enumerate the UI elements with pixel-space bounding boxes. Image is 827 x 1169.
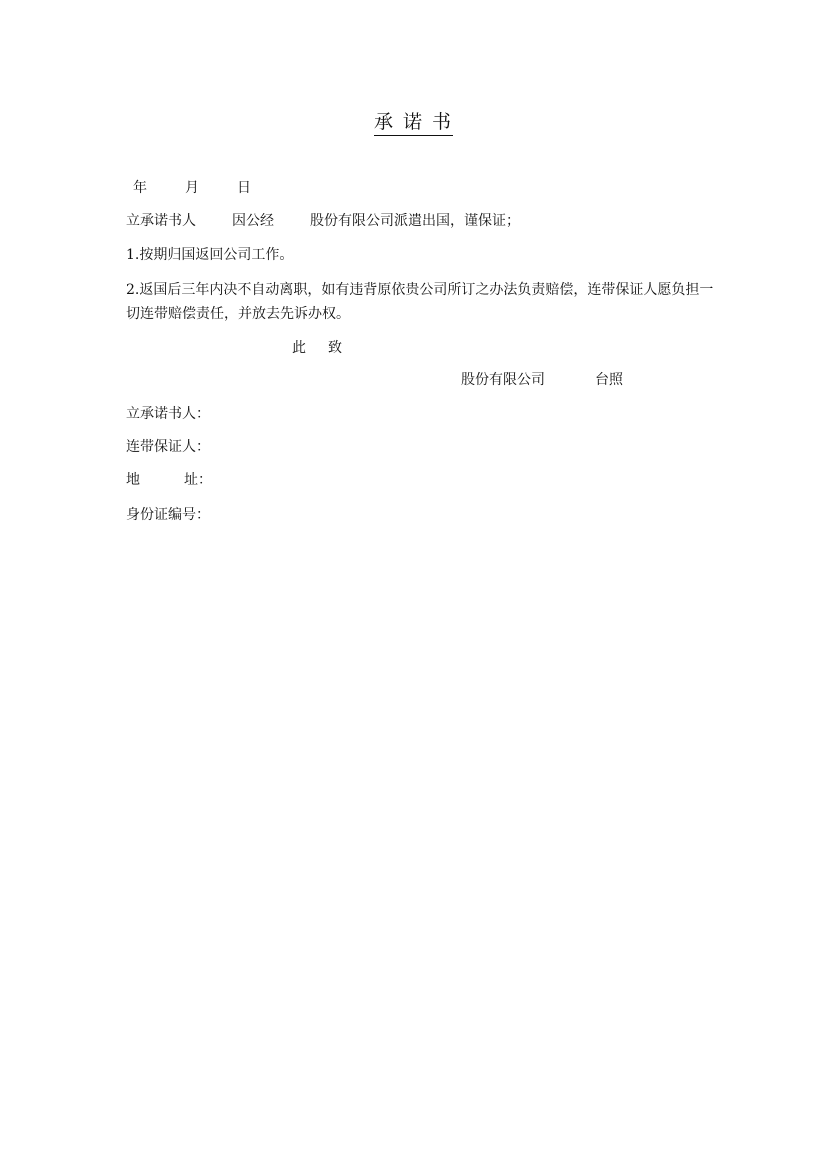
intro-promisor: 立承诺书人 (126, 213, 196, 229)
signature-guarantor: 连带保证人： (126, 439, 210, 455)
intro-reason: 因公经 (232, 213, 274, 229)
document-title (0, 107, 827, 134)
title-text: 承 诺 书 (374, 111, 453, 136)
pledge-item-2: 2.返国后三年内决不自动离职，如有违背原依贵公司所订之办法负责赔偿，连带保证人愿负担一切连带赔偿责任，并放去先诉办权。 (126, 282, 714, 322)
addressee-line (461, 370, 623, 390)
intro-line (126, 211, 520, 231)
signature-address (126, 470, 212, 490)
closing-zhi: 致 (328, 340, 342, 356)
closing-line (292, 338, 342, 358)
address-label-2: 址： (184, 472, 212, 488)
addressee-salutation: 台照 (595, 372, 623, 388)
signature-id-number: 身份证编号： (126, 507, 210, 523)
date-line (133, 178, 251, 198)
addressee-company: 股份有限公司 (461, 372, 545, 388)
date-year: 年 (133, 180, 147, 196)
signature-promisor: 立承诺书人： (126, 406, 210, 422)
date-month: 月 (185, 180, 199, 196)
intro-company: 股份有限公司派遣出国，谨保证； (310, 213, 520, 229)
date-day: 日 (237, 180, 251, 196)
closing-ci: 此 (292, 340, 306, 356)
pledge-item-1: 1.按期归国返回公司工作。 (126, 247, 294, 263)
address-label-1: 地 (126, 472, 140, 488)
